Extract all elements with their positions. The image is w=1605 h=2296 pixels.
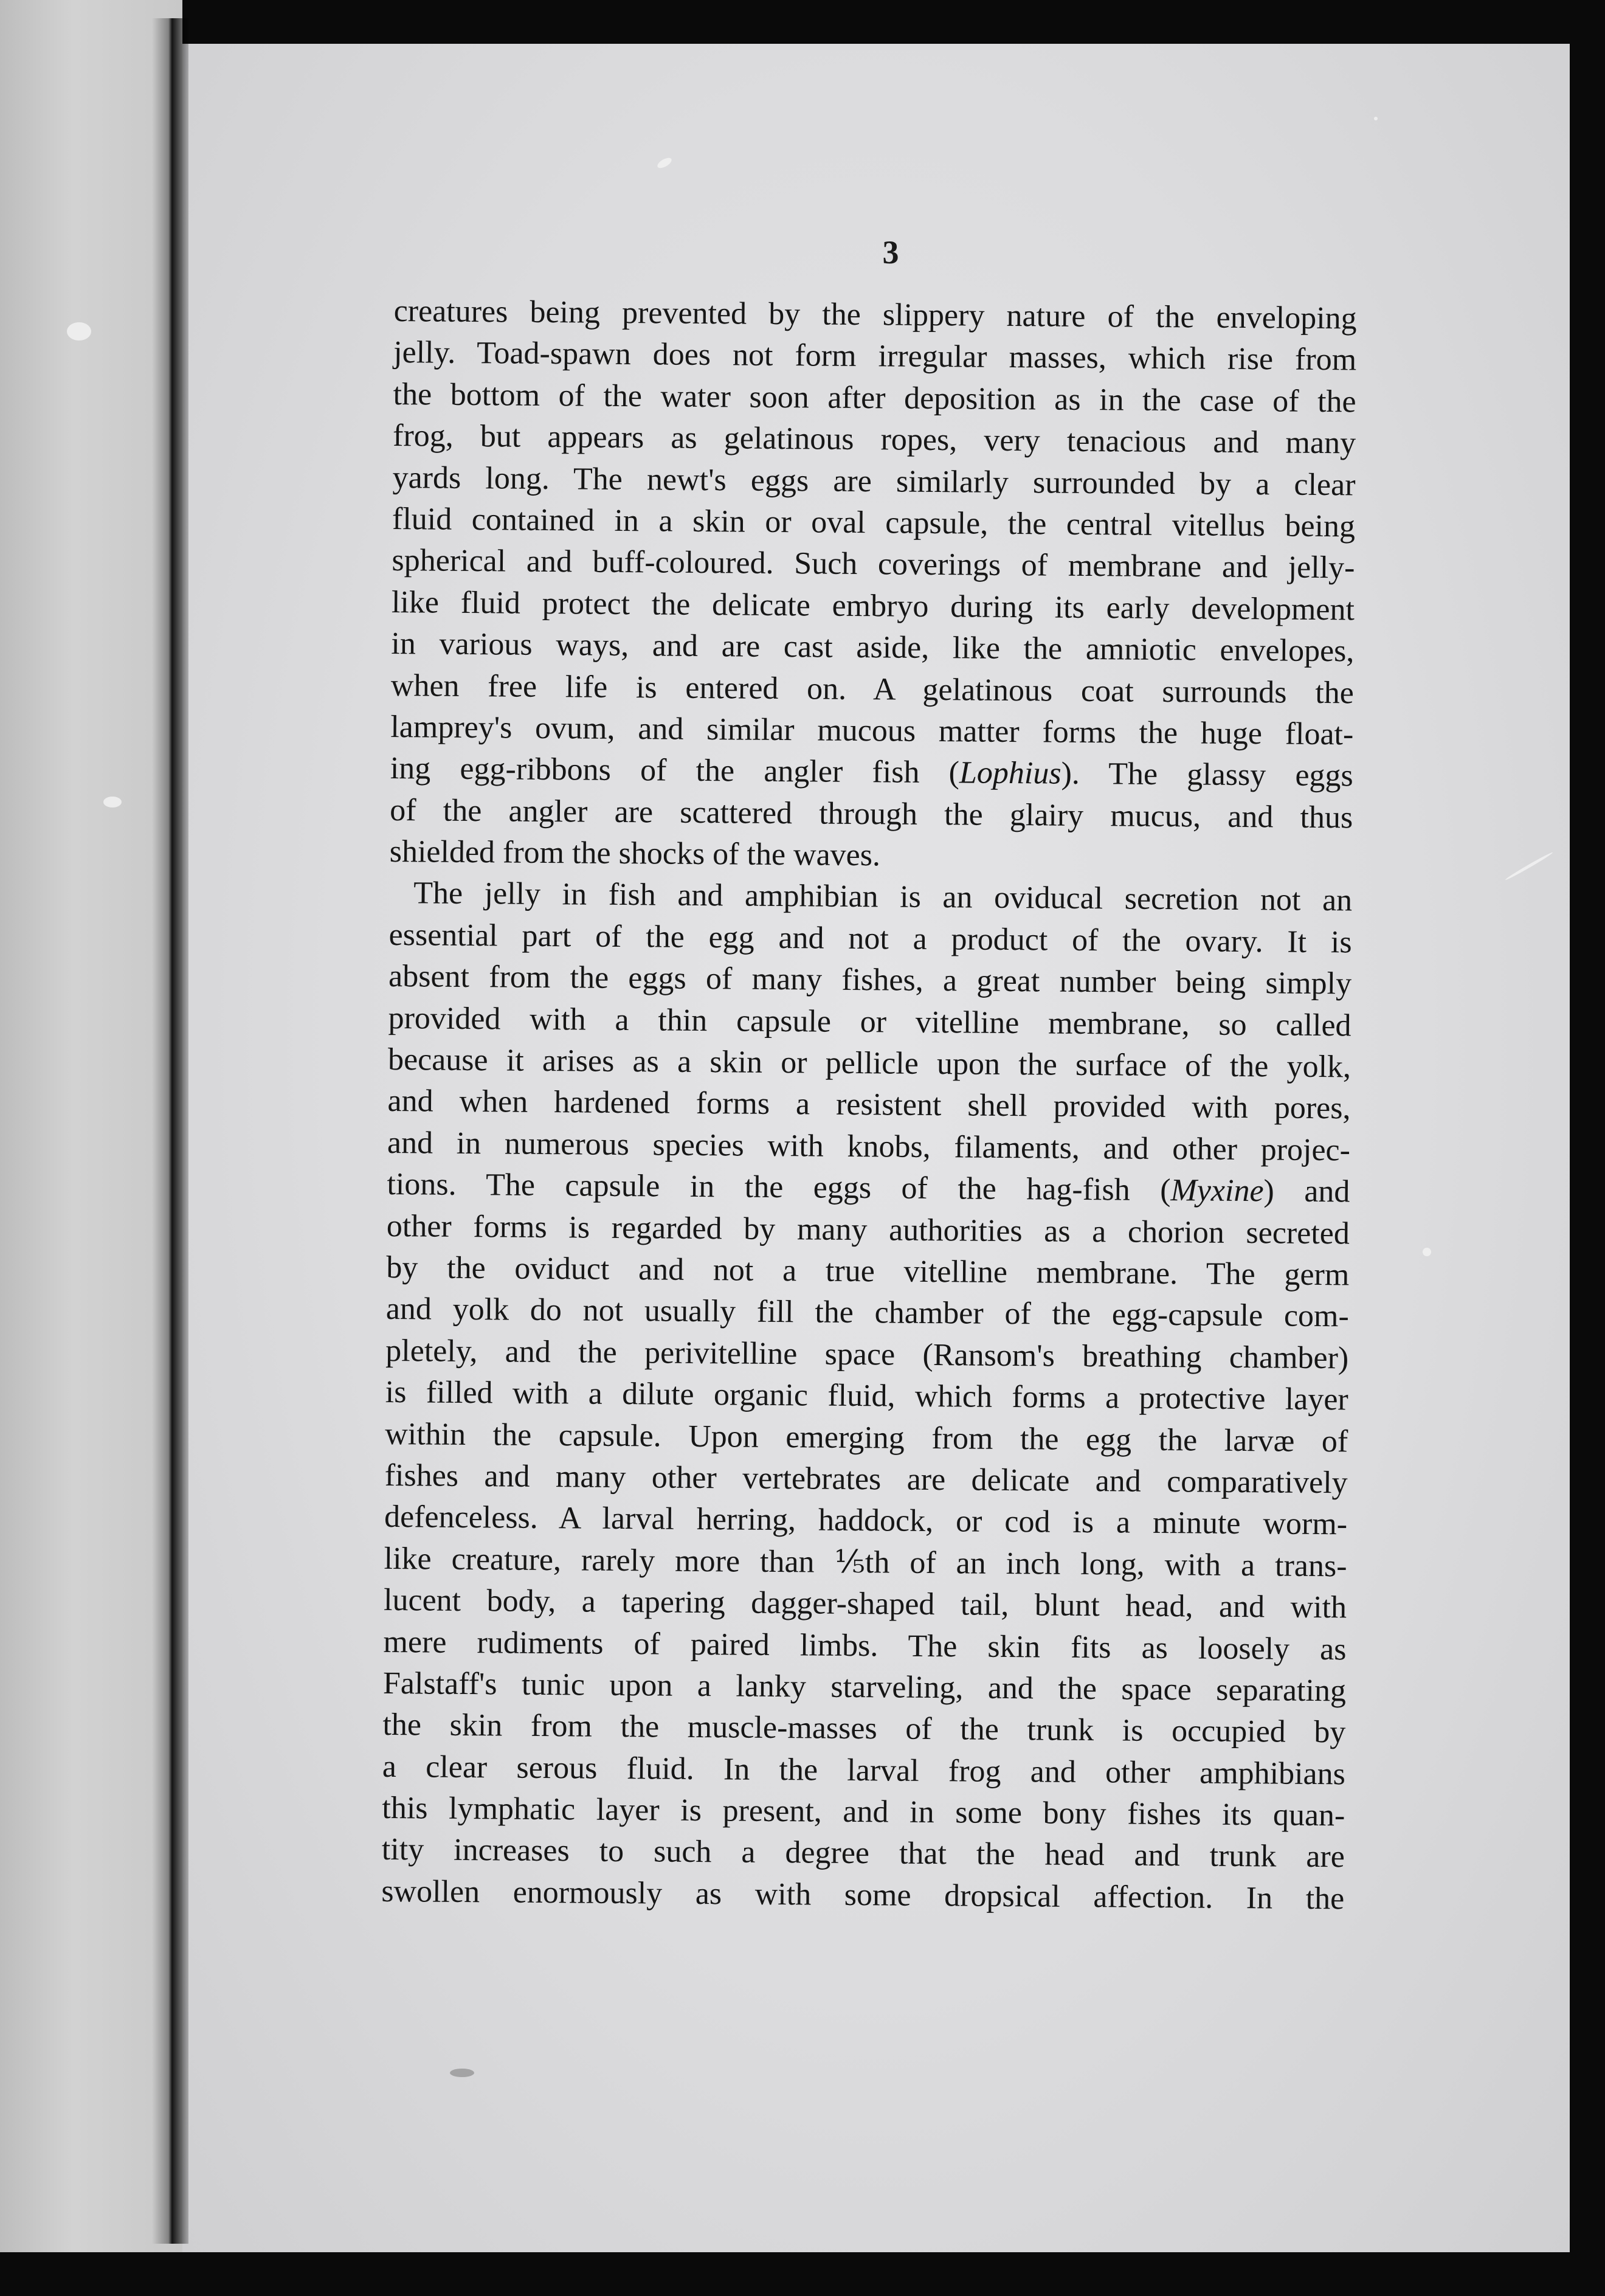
paper-speck [450,2069,474,2077]
text-line: because it arises as a skin or pellicle upon the surface of the yolk, [387,1042,1351,1085]
text-line: pletely, and the perivitelline space (Ransom's breathing chamber) [385,1333,1349,1376]
text-line: yards long. The newt's eggs are similarly surrounded by a clear [392,460,1356,502]
paper-speck [67,322,91,341]
text-segment: tions. The capsule in the eggs of the hag-fish ( [387,1167,1171,1208]
paper-speck [656,156,674,170]
text-line: tity increases to such a degree that the head and trunk are [381,1832,1345,1875]
text-line: creatures being prevented by the slippery nature of the enveloping [393,293,1357,336]
text-line: and in numerous species with knobs, filaments, and other projec- [387,1125,1351,1168]
text-line: defenceless. A larval herring, haddock, or cod is a minute worm- [384,1499,1348,1542]
text-line: fluid contained in a skin or oval capsule, the central vitellus being [392,501,1356,544]
text-line: in various ways, and are cast aside, like the amniotic envelopes, [391,626,1355,669]
text-line: spherical and buff-coloured. Such coverings of membrane and jelly- [392,543,1355,586]
text-line [387,1164,1350,1213]
text-line: the bottom of the water soon after deposition as in the case of the [393,376,1356,420]
text-segment: ing egg-ribbons of the angler fish ( [390,751,960,790]
text-line: other forms is regarded by many authorities as a chorion secreted [386,1208,1350,1251]
text-line: is filled with a dilute organic fluid, which forms a protective layer [385,1375,1348,1417]
text-line: of the angler are scattered through the glairy mucus, and thus [390,792,1353,835]
text-line: provided with a thin capsule or vitelline membrane, so called [388,1000,1351,1043]
text-line: lamprey's ovum, and similar mucous matter forms the huge float- [390,709,1354,752]
text-line: and when hardened forms a resistent shell provided with pores, [387,1084,1351,1126]
text-line: shielded from the shocks of the waves. [389,834,881,873]
text-line: Falstaff's tunic upon a lanky starveling, and the space separating [382,1665,1347,1709]
text-line: essential part of the egg and not a product of the ovary. It is [388,917,1352,960]
text-line: the skin from the muscle-masses of the trunk is occupied by [382,1707,1346,1750]
text-line: when free life is entered on. A gelatinous coat surrounds the [390,668,1355,710]
text-line: this lymphatic layer is present, and in some bony fishes its quan- [382,1790,1345,1833]
italic-term: Myxine [1170,1173,1264,1209]
text-line: frog, but appears as gelatinous ropes, very tenacious and many [392,418,1356,461]
text-line: by the oviduct and not a true vitelline membrane. The germ [386,1250,1350,1293]
text-line [390,748,1353,797]
paper-speck [1374,117,1378,120]
text-line: a clear serous fluid. In the larval frog and other amphibians [382,1749,1346,1792]
text-line: swollen enormously as with some dropsical affection. In the [381,1873,1345,1917]
paper-speck [1505,851,1553,881]
paper-speck [1423,1248,1431,1256]
paper-speck [103,797,122,807]
text-line: mere rudiments of paired limbs. The skin fits as loosely as [383,1624,1347,1667]
text-line: The jelly in fish and amphibian is an oviducal secretion not an [413,876,1353,918]
text-line: like creature, rarely more than ⅕th of an inch long, with a trans- [384,1541,1347,1584]
text-segment: ). The glassy eggs [1061,756,1354,794]
text-line: like fluid protect the delicate embryo during its early development [391,584,1355,628]
text-line: absent from the eggs of many fishes, a great number being simply [388,959,1352,1001]
text-line: within the capsule. Upon emerging from the egg the larvæ of [385,1416,1348,1459]
body-text [381,291,1357,1920]
text-line: jelly. Toad-spawn does not form irregular masses, which rise from [393,335,1357,378]
italic-term: Lophius [959,755,1061,791]
text-line: and yolk do not usually fill the chamber of the egg-capsule com- [385,1292,1350,1334]
text-segment: ) and [1263,1174,1350,1209]
text-line: fishes and many other vertebrates are delicate and comparatively [384,1457,1348,1501]
page-number: 3 [882,234,899,271]
binding-fold-shadow [152,18,188,2244]
text-line: lucent body, a tapering dagger-shaped tail, blunt head, and with [383,1583,1347,1625]
